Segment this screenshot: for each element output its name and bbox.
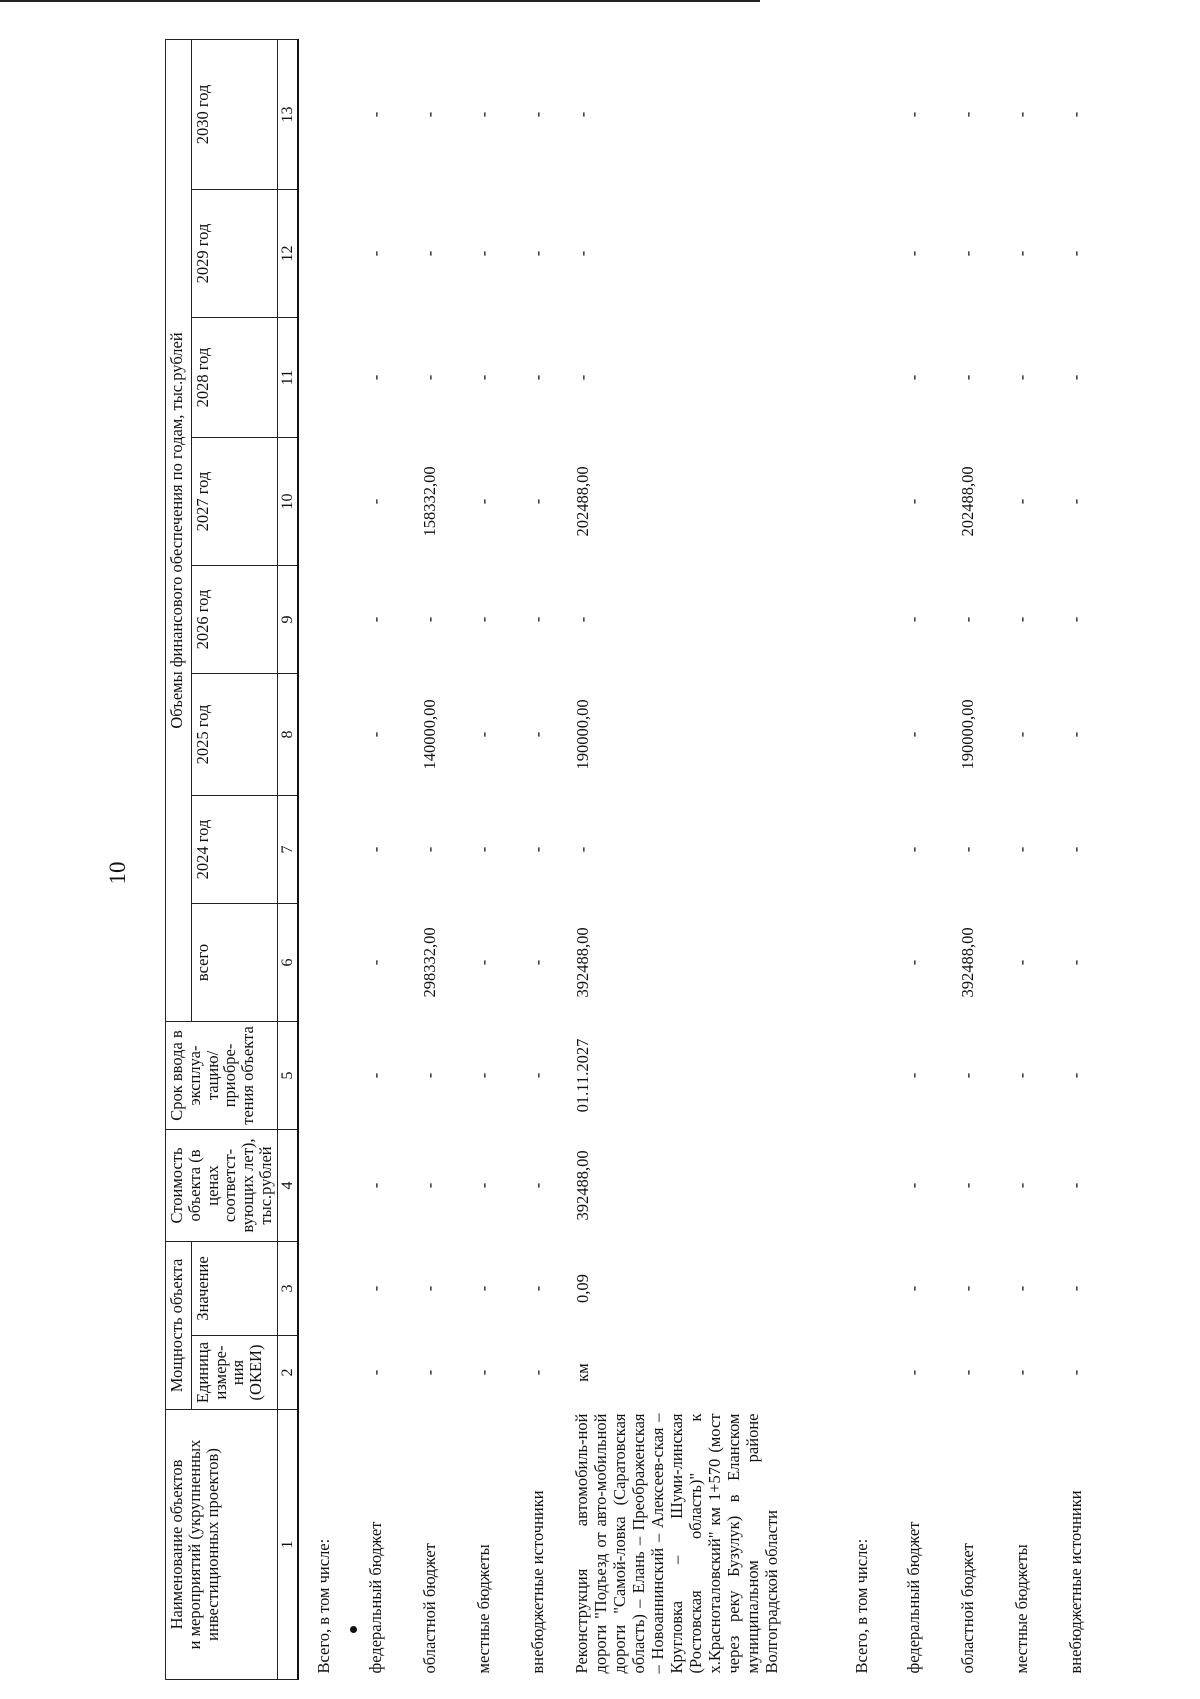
cell: -	[474, 111, 494, 118]
column-number: 6	[277, 903, 298, 1021]
cell: 392488,00	[958, 927, 978, 998]
rotated-table-container	[165, 40, 1165, 1680]
cell: -	[420, 250, 440, 257]
cell: -	[474, 1072, 494, 1079]
row-name: областной бюджет	[958, 1543, 978, 1674]
cell: -	[420, 1369, 440, 1376]
cell: -	[366, 846, 386, 853]
column-number: 7	[277, 795, 298, 903]
cell: -	[1066, 250, 1086, 257]
cell: -	[958, 616, 978, 623]
row-name: Всего, в том числе:	[314, 1538, 334, 1674]
cell: -	[573, 846, 593, 853]
cell: -	[528, 731, 548, 738]
header-name-line2: и мероприятий (укрупненных инвестиционных проектов)	[184, 1439, 222, 1650]
cell: -	[528, 374, 548, 381]
cell: -	[904, 1072, 924, 1079]
cell: -	[904, 250, 924, 257]
cell: -	[474, 1182, 494, 1189]
cell: -	[420, 1285, 440, 1292]
row-name: Всего, в том числе:	[852, 1538, 872, 1674]
cell: -	[904, 1182, 924, 1189]
header-name-line1: Наименование объектов	[167, 1459, 186, 1630]
cell: -	[1066, 498, 1086, 505]
cell	[298, 565, 349, 673]
cell: -	[1066, 1285, 1086, 1292]
cell: -	[573, 616, 593, 623]
cell: -	[528, 1182, 548, 1189]
cell: -	[528, 959, 548, 966]
cell	[298, 1021, 349, 1129]
cell	[298, 437, 349, 565]
header-year: 2028 год	[191, 317, 277, 437]
cell	[298, 39, 349, 189]
cell: -	[528, 250, 548, 257]
row-name: федеральный бюджет	[904, 1521, 924, 1674]
cell: -	[528, 846, 548, 853]
cell: -	[1012, 1072, 1032, 1079]
row-name: областной бюджет	[420, 1543, 440, 1674]
cell: -	[366, 1072, 386, 1079]
header-year: 2024 год	[191, 795, 277, 903]
column-number: 3	[277, 1241, 298, 1335]
cell: -	[1012, 1285, 1032, 1292]
cell: -	[366, 731, 386, 738]
cell: -	[1012, 250, 1032, 257]
column-number: 9	[277, 565, 298, 673]
cell: -	[904, 1369, 924, 1376]
cell: -	[474, 959, 494, 966]
table-row	[887, 39, 941, 1679]
cell: -	[904, 498, 924, 505]
cell: -	[366, 1182, 386, 1189]
cell: -	[904, 846, 924, 853]
page-number: 10	[105, 861, 130, 885]
cell: -	[420, 374, 440, 381]
cell: -	[420, 1182, 440, 1189]
cell: 190000,00	[958, 699, 978, 770]
cell: -	[528, 1285, 548, 1292]
cell: -	[1012, 846, 1032, 853]
cell: -	[366, 374, 386, 381]
cell: 140000,00	[420, 699, 440, 770]
column-number: 10	[277, 437, 298, 565]
cell: -	[528, 111, 548, 118]
cell: -	[958, 250, 978, 257]
row-name: внебюджетные источники	[1066, 1490, 1086, 1674]
cell	[837, 39, 887, 189]
cell: -	[904, 111, 924, 118]
cell: -	[904, 959, 924, 966]
cell: -	[958, 374, 978, 381]
cell: -	[904, 1285, 924, 1292]
table-row	[457, 39, 511, 1679]
cell	[837, 565, 887, 673]
cell	[837, 795, 887, 903]
cell: -	[1012, 731, 1032, 738]
cell: -	[474, 250, 494, 257]
cell: -	[420, 846, 440, 853]
cell: -	[366, 1285, 386, 1292]
cell	[837, 1241, 887, 1335]
column-number: 4	[277, 1129, 298, 1241]
cell: -	[366, 1369, 386, 1376]
header-capacity-group: Мощность объекта	[166, 1241, 192, 1409]
cell: -	[904, 374, 924, 381]
cell: -	[420, 111, 440, 118]
cell: км	[573, 1363, 593, 1382]
header-value: Значение	[191, 1241, 277, 1335]
cell	[837, 1129, 887, 1241]
cell: -	[1012, 498, 1032, 505]
header-total: всего	[191, 903, 277, 1021]
cell: -	[474, 846, 494, 853]
cell: -	[420, 1072, 440, 1079]
cell	[837, 437, 887, 565]
cell: -	[1066, 959, 1086, 966]
row-name: федеральный бюджет	[366, 1521, 386, 1674]
row-name: внебюджетные источники	[528, 1490, 548, 1674]
cell: -	[1066, 731, 1086, 738]
column-number: 8	[277, 673, 298, 795]
cell: 392488,00	[573, 1150, 593, 1221]
cell	[298, 903, 349, 1021]
cell: 0,09	[573, 1274, 593, 1303]
header-unit: Единица измере-ния (ОКЕИ)	[191, 1336, 277, 1410]
project-name: Реконструкция автомобиль-ной дороги "Подъезд от авто-мобильной дороги "Самой-ловка (Саратовская область) – Елань – Преображенская – Новоаннинский – Алексеев-ская – Кругловка – Шуми-линская (Ростовская область)" к х.Красноталовский" км 1+570 (мост через реку Бузулук) в Еланском муниципальном районе Волгоградской области	[572, 1413, 781, 1674]
column-number: 5	[277, 1021, 298, 1129]
cell: -	[1066, 1369, 1086, 1376]
table-row	[298, 39, 349, 1679]
table-row	[511, 39, 565, 1679]
cell: -	[573, 374, 593, 381]
column-number: 1	[277, 1410, 298, 1680]
header-finance-group: Объемы финансового обеспечения по годам, тыс.рублей	[166, 39, 192, 1021]
table-row	[941, 39, 995, 1679]
cell: -	[474, 731, 494, 738]
column-number: 12	[277, 189, 298, 317]
cell: -	[1066, 111, 1086, 118]
cell: -	[958, 1182, 978, 1189]
cell: -	[1012, 111, 1032, 118]
cell: -	[1012, 616, 1032, 623]
cell	[837, 673, 887, 795]
cell	[837, 903, 887, 1021]
cell: -	[1012, 1182, 1032, 1189]
column-number: 11	[277, 317, 298, 437]
row-name: местные бюджеты	[1012, 1544, 1032, 1674]
cell: -	[1012, 374, 1032, 381]
finance-table	[165, 39, 1103, 1680]
header-term: Срок ввода в эксплуа-тацию/ приобре-тения объекта	[166, 1021, 278, 1129]
cell	[837, 317, 887, 437]
header-year: 2026 год	[191, 565, 277, 673]
cell: -	[528, 498, 548, 505]
cell: -	[958, 1369, 978, 1376]
cell: 202488,00	[958, 466, 978, 537]
cell: 01.11.2027	[573, 1038, 593, 1113]
cell	[298, 795, 349, 903]
cell: -	[573, 250, 593, 257]
table-row	[837, 39, 887, 1679]
cell: 298332,00	[420, 927, 440, 998]
table-row	[1049, 39, 1103, 1679]
cell: -	[573, 111, 593, 118]
cell: -	[1066, 846, 1086, 853]
table-row	[995, 39, 1049, 1679]
cell: -	[366, 111, 386, 118]
cell: -	[474, 616, 494, 623]
cell	[298, 189, 349, 317]
cell: -	[528, 1072, 548, 1079]
cell: -	[904, 731, 924, 738]
cell	[298, 673, 349, 795]
cell: 158332,00	[420, 466, 440, 537]
cell: 392488,00	[573, 927, 593, 998]
table-row	[403, 39, 457, 1679]
cell: -	[366, 616, 386, 623]
cell	[298, 1241, 349, 1335]
cell: -	[474, 374, 494, 381]
header-year: 2029 год	[191, 189, 277, 317]
cell	[298, 1129, 349, 1241]
cell: 190000,00	[573, 699, 593, 770]
cell: -	[958, 1072, 978, 1079]
header-year: 2025 год	[191, 673, 277, 795]
cell	[298, 1336, 349, 1410]
cell: -	[1066, 616, 1086, 623]
column-number: 13	[277, 39, 298, 189]
header-cost: Стоимость объекта (в ценах соответст-вующих лет), тыс.рублей	[166, 1129, 278, 1241]
cell: 202488,00	[573, 466, 593, 537]
cell: -	[958, 1285, 978, 1292]
cell: -	[958, 111, 978, 118]
cell: -	[1066, 1182, 1086, 1189]
table-row-project	[565, 39, 837, 1679]
cell: -	[474, 1285, 494, 1292]
row-name: местные бюджеты	[474, 1544, 494, 1674]
cell: -	[1012, 959, 1032, 966]
cell: -	[366, 250, 386, 257]
cell: -	[1066, 1072, 1086, 1079]
cell: -	[366, 498, 386, 505]
cell: -	[1012, 1369, 1032, 1376]
cell	[837, 1021, 887, 1129]
cell: -	[366, 959, 386, 966]
cell: -	[420, 616, 440, 623]
header-name	[166, 1410, 278, 1680]
header-year: 2027 год	[191, 437, 277, 565]
table-row	[349, 39, 403, 1679]
cell	[298, 317, 349, 437]
cell: -	[958, 846, 978, 853]
cell: -	[474, 498, 494, 505]
scan-edge-line	[0, 0, 760, 2]
cell: -	[1066, 374, 1086, 381]
cell: -	[474, 1369, 494, 1376]
cell	[837, 1336, 887, 1410]
header-year: 2030 год	[191, 39, 277, 189]
cell: -	[528, 616, 548, 623]
cell: -	[904, 616, 924, 623]
column-number: 2	[277, 1336, 298, 1410]
cell	[837, 189, 887, 317]
cell: -	[528, 1369, 548, 1376]
